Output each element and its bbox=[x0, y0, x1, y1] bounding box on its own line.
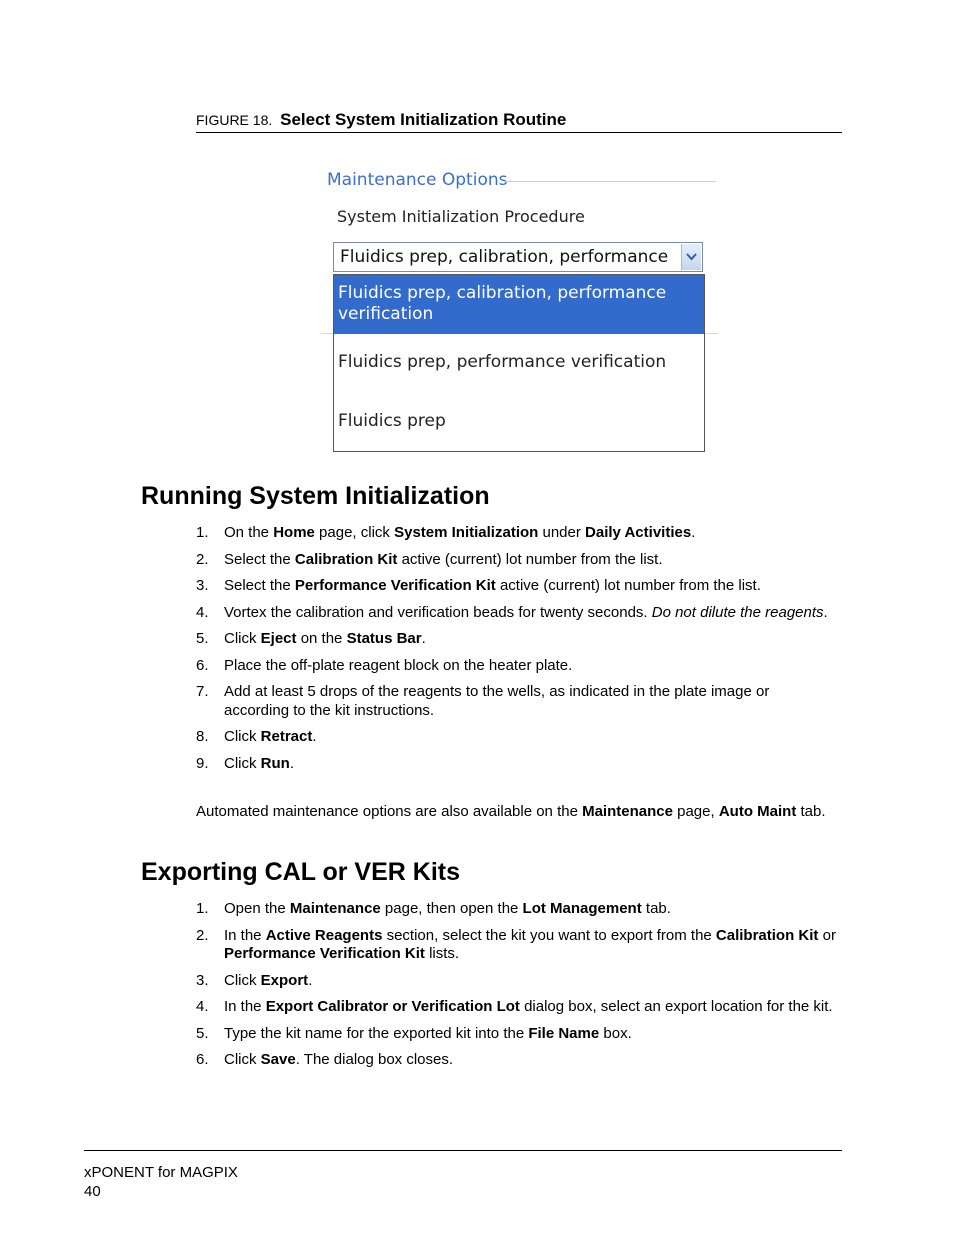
step-number: 2. bbox=[196, 550, 209, 568]
step-item bbox=[196, 998, 836, 1017]
text-run: . bbox=[289, 754, 295, 772]
figure-number: FIGURE 18. bbox=[196, 112, 273, 128]
bold-term: Calibration Kit bbox=[294, 550, 398, 568]
step-number: 6. bbox=[196, 1051, 209, 1068]
text-run: tab. bbox=[796, 803, 826, 820]
text-run: Add at least 5 drops of the reagents to the wells, as indicated in the plate image or according to the kit instructions. bbox=[224, 683, 770, 719]
text-run: Automated maintenance options are also available on the bbox=[196, 803, 583, 820]
procedure-select[interactable] bbox=[333, 242, 703, 272]
step-item bbox=[196, 630, 836, 649]
step-item bbox=[196, 551, 836, 570]
bold-term: System Initialization bbox=[394, 524, 539, 541]
step-number: 4. bbox=[196, 998, 209, 1015]
bold-term: Lot Management bbox=[522, 900, 642, 917]
legend-divider bbox=[504, 181, 716, 182]
maintenance-options-legend: Maintenance Options bbox=[327, 170, 508, 190]
bold-term: Maintenance bbox=[582, 803, 673, 820]
option-line: verification bbox=[338, 304, 434, 324]
text-run: Vortex the calibration and verification beads for twenty seconds. bbox=[224, 603, 652, 621]
text-run: . bbox=[691, 524, 696, 541]
step-item bbox=[196, 900, 836, 919]
bold-term: Calibration Kit bbox=[715, 926, 819, 944]
option-line: Fluidics prep bbox=[338, 411, 446, 431]
text-run: On the bbox=[224, 524, 274, 541]
dropdown-option[interactable] bbox=[334, 352, 704, 373]
text-run: box. bbox=[599, 1024, 632, 1042]
bold-term: Performance Verification Kit bbox=[224, 945, 425, 962]
step-item bbox=[196, 755, 836, 774]
text-run: In the bbox=[224, 926, 266, 944]
section-heading: Exporting CAL or VER Kits bbox=[141, 858, 461, 886]
text-run: section, select the kit you want to export from the bbox=[382, 926, 716, 944]
procedure-label: System Initialization Procedure bbox=[337, 207, 585, 226]
text-run: page, click bbox=[314, 524, 395, 541]
maintenance-note bbox=[196, 803, 836, 822]
step-number: 1. bbox=[196, 524, 209, 541]
step-item bbox=[196, 1025, 836, 1044]
steps-list bbox=[196, 524, 836, 781]
page-number: 40 bbox=[84, 1183, 101, 1200]
text-run: Click bbox=[224, 728, 261, 745]
bold-term: Export Calibrator or Verification Lot bbox=[265, 998, 520, 1015]
text-run: Type the kit name for the exported kit into the bbox=[224, 1024, 529, 1042]
steps-list bbox=[196, 900, 836, 1078]
bold-term: Performance Verification Kit bbox=[294, 577, 496, 594]
text-run: Select the bbox=[224, 577, 295, 594]
step-number: 8. bbox=[196, 728, 209, 745]
text-run: page, bbox=[672, 803, 719, 820]
bold-term: Home bbox=[273, 524, 315, 541]
step-number: 9. bbox=[196, 754, 209, 772]
text-run: Click bbox=[224, 630, 261, 647]
footer-divider bbox=[84, 1150, 842, 1151]
bold-term: Daily Activities bbox=[585, 524, 692, 541]
bold-term: Active Reagents bbox=[265, 926, 383, 944]
step-item bbox=[196, 577, 836, 596]
step-number: 5. bbox=[196, 1024, 209, 1042]
text-run: active (current) lot number from the list. bbox=[495, 577, 761, 594]
text-run: . bbox=[421, 630, 426, 647]
figure-caption bbox=[196, 110, 842, 133]
bold-term: Status Bar bbox=[346, 630, 422, 647]
step-number: 6. bbox=[196, 656, 209, 674]
bold-term: Maintenance bbox=[289, 900, 381, 917]
text-run: or bbox=[818, 926, 836, 944]
step-number: 3. bbox=[196, 577, 209, 594]
text-run: . bbox=[308, 971, 313, 989]
italic-text: Do not dilute the reagents bbox=[651, 603, 824, 621]
procedure-select-value: Fluidics prep, calibration, performance bbox=[340, 247, 669, 267]
bold-term: Retract bbox=[260, 728, 313, 745]
figure-title: Select System Initialization Routine bbox=[280, 110, 567, 129]
text-run: page, then open the bbox=[380, 900, 523, 917]
step-item bbox=[196, 728, 836, 747]
text-run: Select the bbox=[224, 550, 295, 568]
bold-term: Eject bbox=[260, 630, 297, 647]
text-run: on the bbox=[296, 630, 347, 647]
step-item bbox=[196, 1051, 836, 1070]
bold-term: Run bbox=[260, 754, 290, 772]
step-item bbox=[196, 657, 836, 676]
text-run: . bbox=[312, 728, 317, 745]
dropdown-option-selected[interactable] bbox=[334, 275, 704, 334]
text-run: In the bbox=[224, 998, 266, 1015]
section-heading: Running System Initialization bbox=[141, 482, 490, 510]
text-run: Click bbox=[224, 971, 261, 989]
footer-product: xPONENT for MAGPIX bbox=[84, 1164, 238, 1181]
bold-term: Auto Maint bbox=[718, 803, 797, 820]
step-item bbox=[196, 927, 836, 964]
text-run: lists. bbox=[424, 945, 460, 962]
step-item bbox=[196, 524, 836, 543]
bold-term: File Name bbox=[528, 1024, 600, 1042]
bold-term: Save bbox=[260, 1051, 296, 1068]
chevron-down-icon[interactable] bbox=[681, 244, 701, 270]
dropdown-option[interactable] bbox=[334, 411, 704, 432]
step-item bbox=[196, 683, 836, 720]
step-number: 7. bbox=[196, 683, 209, 700]
text-run: Open the bbox=[224, 900, 290, 917]
step-number: 2. bbox=[196, 926, 209, 944]
text-run: active (current) lot number from the list. bbox=[397, 550, 663, 568]
procedure-dropdown-list bbox=[333, 274, 705, 452]
option-line: Fluidics prep, performance verification bbox=[338, 352, 667, 372]
step-item bbox=[196, 604, 836, 623]
step-number: 4. bbox=[196, 603, 209, 621]
step-item bbox=[196, 972, 836, 991]
step-number: 5. bbox=[196, 630, 209, 647]
bold-term: Export bbox=[260, 971, 309, 989]
text-run: Click bbox=[224, 1051, 261, 1068]
text-run: under bbox=[538, 524, 586, 541]
text-run: . The dialog box closes. bbox=[295, 1051, 454, 1068]
option-line: Fluidics prep, calibration, performance bbox=[338, 283, 667, 303]
step-number: 1. bbox=[196, 900, 209, 917]
text-run: tab. bbox=[641, 900, 671, 917]
text-run: Click bbox=[224, 754, 261, 772]
text-run: dialog box, select an export location for the kit. bbox=[519, 998, 833, 1015]
text-run: Place the off-plate reagent block on the heater plate. bbox=[224, 656, 573, 674]
text-run: . bbox=[823, 603, 828, 621]
footer bbox=[84, 1163, 238, 1201]
step-number: 3. bbox=[196, 971, 209, 989]
figure-screenshot bbox=[318, 165, 720, 460]
